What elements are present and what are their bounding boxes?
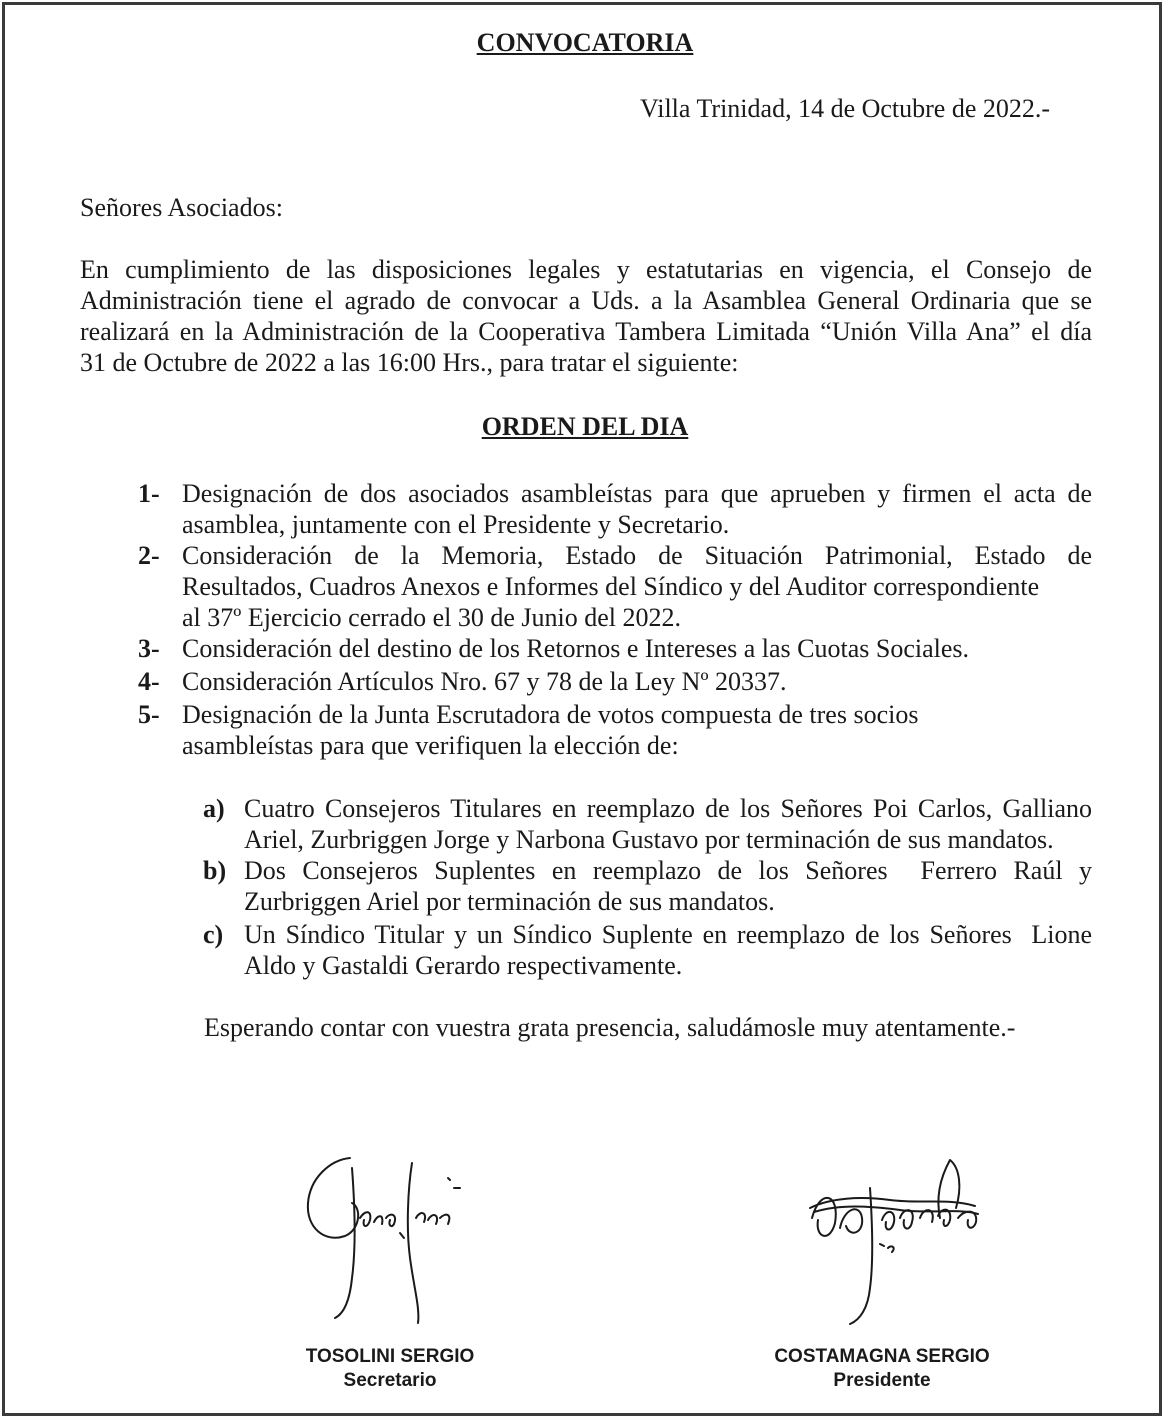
agenda-item-line: Resultados, Cuadros Anexos e Informes del Síndico y del Auditor correspondiente bbox=[182, 572, 1040, 601]
signatory-1 bbox=[230, 1345, 550, 1393]
election-item-line: Un Síndico Titular y un Síndico Suplente en reemplazo de los Señores Lione bbox=[244, 920, 1092, 949]
election-item-line: Dos Consejeros Suplentes en reemplazo de los Señores Ferrero Raúl y bbox=[244, 856, 1092, 885]
signature-presidente bbox=[800, 1148, 1000, 1328]
agenda-item-line: Consideración del destino de los Retornos e Intereses a las Cuotas Sociales. bbox=[182, 634, 970, 663]
election-item-letter: b) bbox=[203, 856, 227, 885]
agenda-item-number: 2- bbox=[138, 541, 160, 570]
election-item-line: Ariel, Zurbriggen Jorge y Narbona Gustavo por terminación de sus mandatos. bbox=[244, 825, 1054, 854]
signatory-name: TOSOLINI SERGIO bbox=[305, 1346, 475, 1367]
signatory-2 bbox=[722, 1345, 1042, 1393]
signatory-name: COSTAMAGNA SERGIO bbox=[774, 1346, 990, 1367]
election-item-line: Aldo y Gastaldi Gerardo respectivamente. bbox=[244, 951, 683, 980]
agenda-item-number: 1- bbox=[138, 479, 160, 508]
election-item-letter: c) bbox=[203, 920, 224, 949]
agenda-item-line: asambleístas para que verifiquen la elección de: bbox=[182, 731, 679, 760]
agenda-item-line: Designación de la Junta Escrutadora de votos compuesta de tres socios bbox=[182, 700, 919, 729]
signature-secretario bbox=[290, 1148, 490, 1328]
agenda-item-line: Designación de dos asociados asambleístas para que aprueben y firmen el acta de bbox=[182, 479, 1092, 508]
signatory-role: Secretario bbox=[343, 1370, 437, 1391]
election-item-letter: a) bbox=[203, 794, 225, 823]
intro-line: 31 de Octubre de 2022 a las 16:00 Hrs., para tratar el siguiente: bbox=[80, 348, 739, 377]
intro-line: En cumplimiento de las disposiciones legales y estatutarias en vigencia, el Consejo de bbox=[80, 255, 1092, 284]
agenda-item-line: Consideración Artículos Nro. 67 y 78 de la Ley Nº 20337. bbox=[182, 667, 787, 696]
agenda-item-line: asamblea, juntamente con el Presidente y Secretario. bbox=[182, 510, 730, 539]
agenda-item-number: 5- bbox=[138, 700, 160, 729]
signatory-role: Presidente bbox=[833, 1370, 931, 1391]
intro-paragraph bbox=[80, 254, 1092, 378]
agenda-title: ORDEN DEL DIA bbox=[481, 412, 689, 441]
election-item-line: Cuatro Consejeros Titulares en reemplazo de los Señores Poi Carlos, Galliano bbox=[244, 794, 1092, 823]
agenda-item-line: Consideración de la Memoria, Estado de Situación Patrimonial, Estado de bbox=[182, 541, 1092, 570]
date-line: Villa Trinidad, 14 de Octubre de 2022.- bbox=[640, 94, 1051, 123]
closing-line: Esperando contar con vuestra grata presencia, saludámosle muy atentamente.- bbox=[204, 1013, 1016, 1042]
intro-line: realizará en la Administración de la Cooperativa Tambera Limitada “Unión Villa Ana” el día bbox=[80, 317, 1092, 346]
intro-line: Administración tiene el agrado de convocar a Uds. a la Asamblea General Ordinaria que se bbox=[80, 286, 1092, 315]
greeting: Señores Asociados: bbox=[80, 193, 283, 222]
election-item-line: Zurbriggen Ariel por terminación de sus mandatos. bbox=[244, 887, 775, 916]
agenda-item-line: al 37º Ejercicio cerrado el 30 de Junio del 2022. bbox=[182, 603, 682, 632]
document-title: CONVOCATORIA bbox=[476, 28, 694, 57]
agenda-item-number: 3- bbox=[138, 634, 160, 663]
agenda-item-number: 4- bbox=[138, 667, 160, 696]
